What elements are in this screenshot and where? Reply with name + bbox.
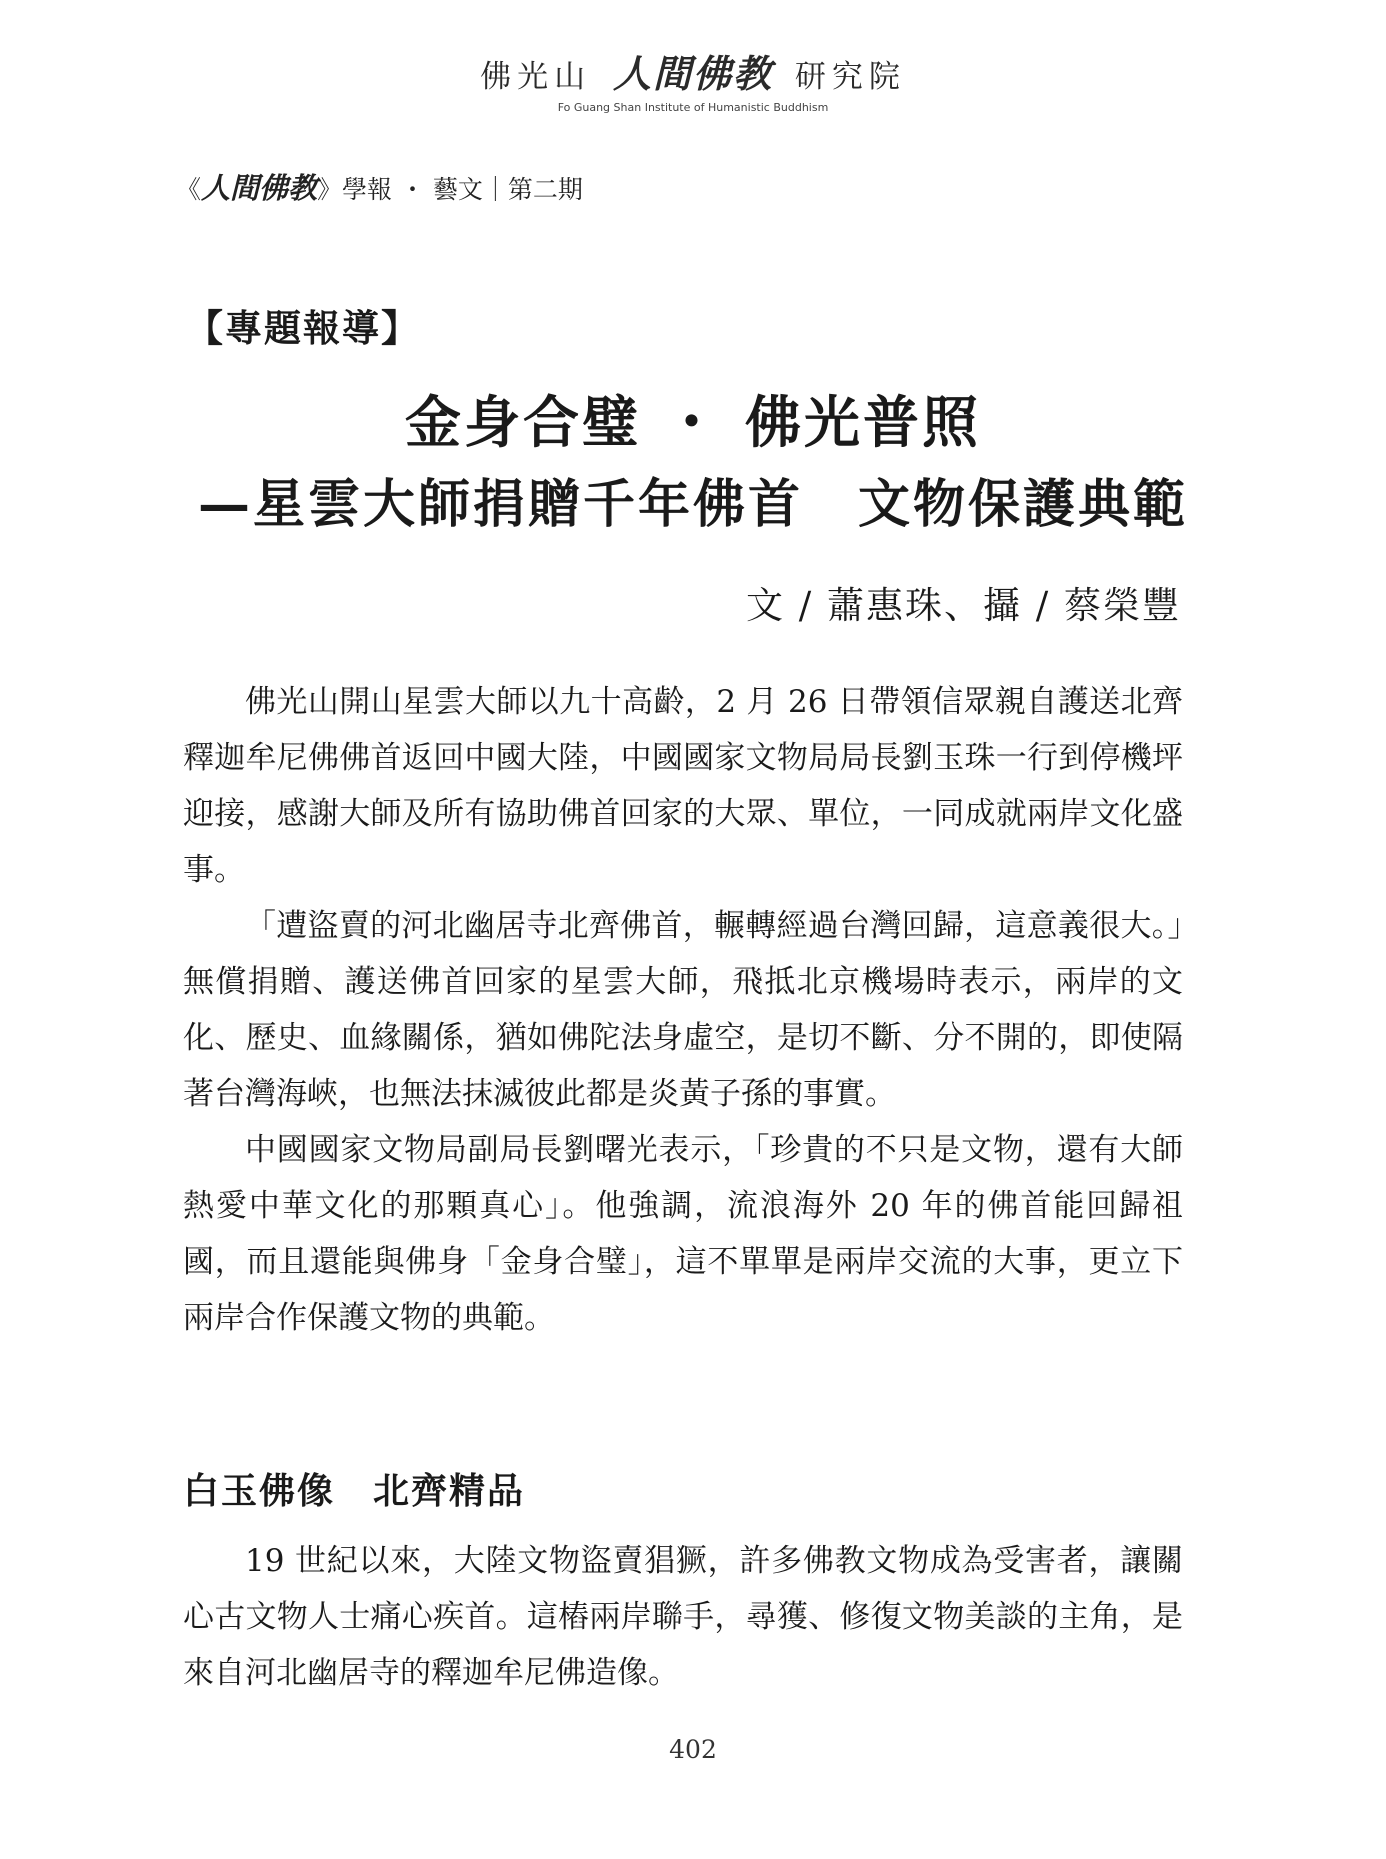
article-byline: 文 / 蕭惠珠、攝 / 蔡榮豐 [746, 584, 1181, 627]
masthead [0, 52, 1386, 114]
journal-open-bracket: 《 [176, 175, 202, 204]
article-title: 金身合璧 ・ 佛光普照 [405, 390, 981, 456]
masthead-brand-logo: 人間佛教 [612, 51, 773, 96]
section-body [183, 1533, 1183, 1701]
section-tag: 【專題報導】 [186, 306, 420, 350]
section-heading: 白玉佛像 北齊精品 [183, 1470, 526, 1512]
journal-header [176, 166, 583, 207]
article-subtitle: —星雲大師捐贈千年佛首 文物保護典範 [197, 474, 1188, 535]
paragraph: 19 世紀以來，大陸文物盜賣猖獗，許多佛教文物成為受害者，讓關心古文物人士痛心疾首。這樁兩岸聯手，尋獲、修復文物美談的主角，是來自河北幽居寺的釋迦牟尼佛造像。 [183, 1543, 1183, 1691]
paragraph: 「遭盜賣的河北幽居寺北齊佛首，輾轉經過台灣回歸，這意義很大。」無償捐贈、護送佛首回家的星雲大師，飛抵北京機場時表示，兩岸的文化、歷史、血緣關係，猶如佛陀法身虛空，是切不斷、分不開的，即使隔著台灣海峽，也無法抹滅彼此都是炎黃子孫的事實。 [183, 908, 1183, 1112]
institute-english-name: Fo Guang Shan Institute of Humanistic Buddhism [557, 101, 829, 114]
article-body [183, 674, 1183, 1346]
masthead-left: 佛光山 [480, 59, 592, 95]
masthead-right: 研究院 [794, 59, 906, 95]
institute-name [0, 52, 1386, 99]
paragraph: 佛光山開山星雲大師以九十高齡，2 月 26 日帶領信眾親自護送北齊釋迦牟尼佛佛首返回中國大陸，中國國家文物局局長劉玉珠一行到停機坪迎接，感謝大師及所有協助佛首回家的大眾、單位，一同成就兩岸文化盛事。 [183, 684, 1183, 888]
journal-issue: 》學報 ・ 藝文｜第二期 [317, 175, 583, 204]
paragraph: 中國國家文物局副局長劉曙光表示，「珍貴的不只是文物，還有大師熱愛中華文化的那顆真心」。他強調，流浪海外 20 年的佛首能回歸祖國，而且還能與佛身「金身合璧」，這不單單是兩岸交流的大事，更立下兩岸合作保護文物的典範。 [183, 1132, 1183, 1336]
journal-brand-logo: 人間佛教 [201, 171, 318, 205]
page-number: 402 [669, 1735, 717, 1764]
